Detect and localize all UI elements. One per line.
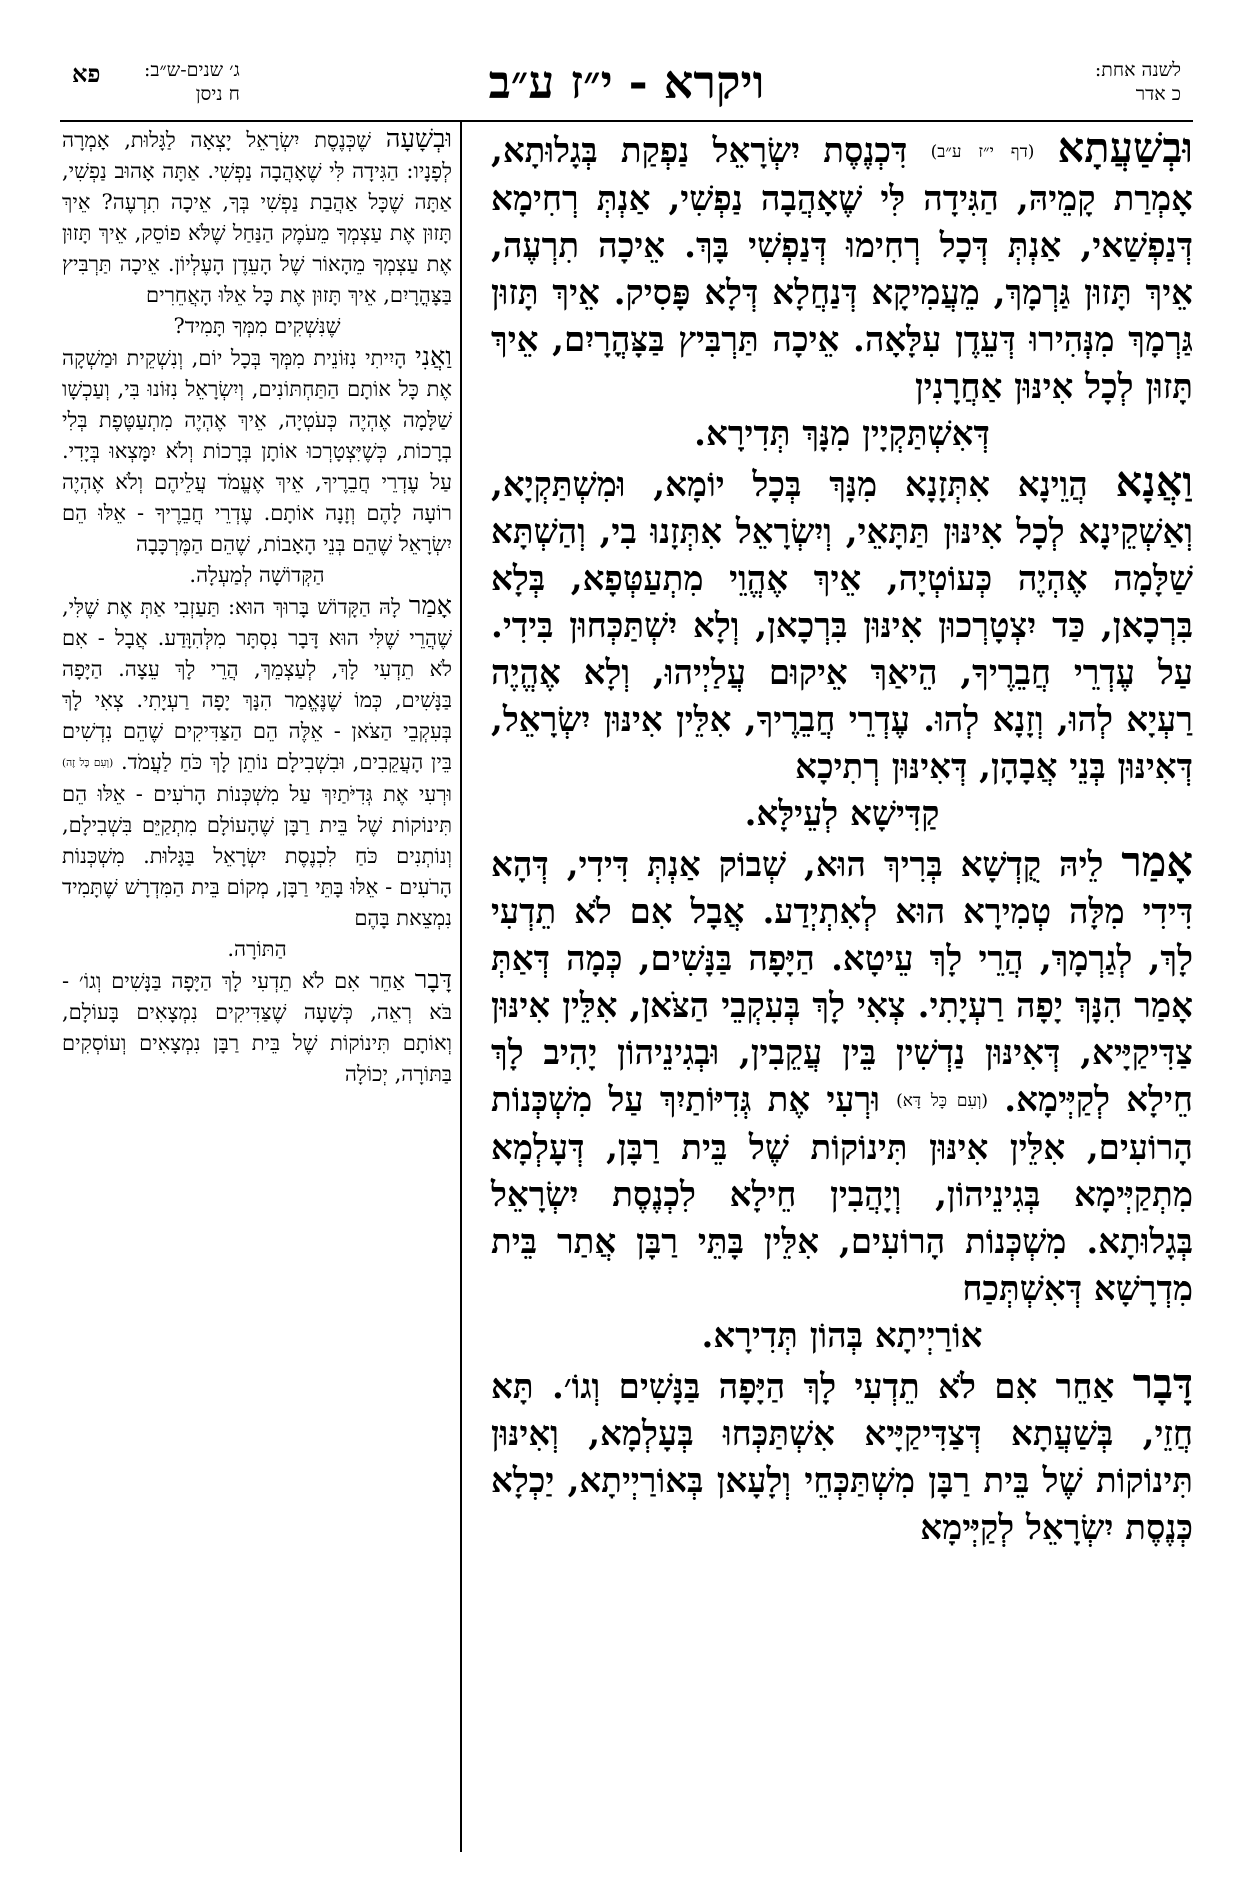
opening-word: וַאֲנִי — [415, 342, 452, 372]
hebrew-paragraph-1 — [62, 124, 452, 342]
paragraph-text: לֵיהּ קֻדְשָׁא בְּרִיךְ הוּא, שְׁבוֹק אַנְתְּ דִּידִי, דְּהָא דִּידִי מִלָּה טְמִירָא הוּא לְאִתְיְדַע. אֲבָל אִם לֹא תֵדְעִי לָךְ, לְגַרְמָךְ, הֲרֵי לָךְ עֵיטָא. הַיָּפָה בַּנָּשִׁים, כְּמָה דְּאַתְּ אָמַר הִנָּךְ יָפָה רַעְיָתִי. צְאִי לָךְ בְּעִקְבֵי הַצֹּאן, אִלֵּין אִינּוּן צַדִּיקַיָּיא, דְּאִינּוּן נַדְשִׁין בֵּין עֲקֵבִין, וּבְגִינֵיהוֹן יָהִיב לָךְ חֵילָא לְקַיְּימָא. — [491, 844, 1193, 1120]
schedule-date: ח ניסן — [195, 83, 240, 105]
paragraph-closing-line: דְּאִשְׁתַּקְיָין מִנָּךְ תְּדִירָא. — [694, 413, 990, 454]
paragraph-closing-line: שֶׁנִּשְׁקִים מִמְּךָ תָּמִיד? — [173, 314, 341, 338]
opening-word: וּבְשָׁעָה — [385, 124, 452, 154]
paragraph-closing-line: הַקְּדוֹשָׁה לְמַעְלָה. — [189, 563, 325, 587]
paragraph-text: הֲוֵינָא אִתְּזָנָא מִנָּךְ בְּכָל יוֹמָא, וּמִשְׁתַּקְיָא, וְאַשְׁקֵינָא לְכָל אִינּוּן תַּתָּאֵי, וְיִשְׂרָאֵל אִתְּזָנוּ בִי, וְהַשְׁתָּא שַׁלָּמָה אֶהְיֶה כְּעוֹטְיָה, אֵיךְ אֶהֱוֵי מִתְעַטְּפָא, בְּלָא בִּרְכָאן, כַּד יִצְטָרְכוּן אִינּוּן בִּרְכָאן, וְלָא יִשְׁתַּכְּחוּן בִּידִי. עַל עֶדְרֵי חֲבֵרֶיךָ, הֵיאַךְ אֵיקוּם עֲלַיְיהוּ, וְלָא אֶהֱיֶה רַעְיָא לְהוּ, וְזָנָא לְהוּ. עֶדְרֵי חֲבֵרֶיךָ, אִלֵּין אִינּוּן יִשְׂרָאֵל, דְּאִינּוּן בְּנֵי אֲבָהָן, דְּאִינּוּן רְתִיכָא — [491, 464, 1193, 787]
paragraph-text: וּרְעִי אֶת גְּדִיֹּתַיִךְ עַל מִשְׁכְּנוֹת הָרֹעִים - אֵלּוּ הֵם תִּינוֹקוֹת שֶׁל בֵּית רַבָּן שֶׁהָעוֹלָם מִתְקַיֵּם בִּשְׁבִילָם, וְנוֹתְנִים כֹּחַ לִכְנֶסֶת יִשְׂרָאֵל בַּגָּלוּת. מִשְׁכְּנוֹת הָרֹעִים - אֵלּוּ בָּתֵּי רַבָּן, מְקוֹם בֵּית הַמִּדְרָשׁ שֶׁתָּמִיד נִמְצֵאת בָּהֶם — [62, 781, 452, 930]
opening-word: דָּבָר — [1132, 1358, 1193, 1408]
paragraph-text: אַחֵר אִם לֹא תֵדְעִי לָךְ הַיָּפָה בַּנָּשִׁים וְגוֹ׳ - בֹּא רְאֵה, כְּשָׁעָה שֶׁצַּדִּיקִים נִמְצָאִים בָּעוֹלָם, וְאוֹתָם תִּינוֹקוֹת שֶׁל בֵּית רַבָּן נִמְצָאִים וְעוֹסְקִים בַּתּוֹרָה, יְכוֹלָה — [62, 968, 452, 1086]
schedule-label: ג׳ שנים-ש״ב: — [144, 59, 240, 81]
aramaic-paragraph-3 — [491, 838, 1193, 1360]
inline-note: (וְעִם כָּל דָּא) — [896, 1090, 989, 1111]
hebrew-column — [62, 124, 452, 1090]
schedule-date: כ אדר — [1135, 83, 1181, 105]
header-divider — [60, 120, 1193, 122]
page-header — [60, 52, 1193, 118]
folio-reference: (דף י״ז ע״ב) — [930, 141, 1035, 162]
paragraph-text: וּרְעִי אֶת גְּדִיּוֹתַיִךְ עַל מִשְׁכְּנוֹת הָרוֹעִים, אִלֵּין אִינּוּן תִּינוֹקוֹת שֶׁל בֵּית רַבָּן, דְּעָלְמָא מִתְקַיְּימָא בְּגִינֵיהוֹן, וְיָהֲבִין חֵילָא לִכְנֶסֶת יִשְׂרָאֵל בְּגָלוּתָא. מִשְׁכְּנוֹת הָרוֹעִים, אִלֵּין בָּתֵּי רַבָּן אֲתַר בֵּית מִדְרָשָׁא דְּאִשְׁתְּכַח — [491, 1079, 1193, 1309]
paragraph-text: לָהּ הַקָּדוֹשׁ בָּרוּךְ הוּא: תַּעַזְבִי אַתְּ אֶת שֶׁלִּי, שֶׁהֲרֵי שֶׁלִּי הוּא דָּבָר נִסְתָּר מִלְּהִוָּדַע. אֲבָל - אִם לֹא תֵדְעִי לָךְ, לְעַצְמֵךְ, הֲרֵי לָךְ עֵצָה. הַיָּפָה בַּנָּשִׁים, כְּמוֹ שֶׁנֶּאֱמַר הִנָּךְ יָפָה רַעְיָתִי. צְאִי לָךְ בְּעִקְבֵי הַצֹּאן - אֵלֶּה הֵם הַצַּדִּיקִים שֶׁהֵם נִדְשִׁים בֵּין הָעֲקֵבִים, וּבִשְׁבִילָם נוֹתֵן לָךְ כֹּחַ לַעֲמֹד. — [62, 595, 452, 774]
aramaic-paragraph-4 — [491, 1360, 1193, 1552]
opening-word: אָמַר — [1121, 836, 1193, 886]
page-title: ויקרא - י״ז ע״ב — [488, 55, 765, 109]
aramaic-paragraph-1 — [491, 124, 1193, 458]
paragraph-closing-line: הַתּוֹרָה. — [227, 936, 287, 961]
page-number: פא — [72, 59, 101, 88]
inline-note: (וְעִם כָּל זֶה) — [62, 756, 114, 769]
opening-word: וּבְשַׁעֲתָא — [1057, 123, 1193, 172]
opening-word: אָמַר — [408, 591, 452, 621]
paragraph-text: אַחֵר אִם לֹא תֵדְעִי לָךְ הַיָּפָה בַּנָּשִׁים וְגוֹ׳. תָּא חֲזֵי, בְּשַׁעֲתָא דְּצַדִּיקַיָּיא אִשְׁתַּכְּחוּ בְּעָלְמָא, וְאִינּוּן תִּינוֹקוֹת שֶׁל בֵּית רַבָּן מִשְׁתַּכְּחֵי וְלָעָאן בְּאוֹרַיְיתָא, יַכְלָא כְּנֶסֶת יִשְׂרָאֵל לְקַיְּימָא — [491, 1366, 1193, 1548]
opening-word: דָּבָר — [414, 964, 452, 995]
hebrew-paragraph-4 — [62, 965, 452, 1090]
paragraph-text: הָיִיתִי נִזּוֹנֵית מִמְּךָ בְּכָל יוֹם, וְנִשְׁקֵית וּמַשְׁקָה אֶת כָּל אוֹתָם הַתַּחְתּוֹנִים, וְיִשְׂרָאֵל נִזּוֹנוּ בִּי, וְעַכְשָׁו שַׁלָּמָה אֶהְיֶה כְּעֹטְיָה, אֵיךְ אֶהְיֶה מִתְעַטֶּפֶת בְּלִי בְרָכוֹת, כְּשֶׁיִּצְטָרְכוּ אוֹתָן בְּרָכוֹת וְלֹא יִמָּצְאוּ בְּיָדִי. עַל עֶדְרֵי חֲבֵרֶיךָ, אֵיךְ אֶעֱמֹד עֲלֵיהֶם וְלֹא אֶהְיֶה רוֹעָה לָהֶם וְזָנָה אוֹתָם. עֶדְרֵי חֲבֵרֶיךָ - אֵלּוּ הֵם יִשְׂרָאֵל שֶׁהֵם בְּנֵי הָאָבוֹת, שֶׁהֵם הַמֶּרְכָּבָה — [62, 346, 452, 556]
hebrew-paragraph-2 — [62, 342, 452, 591]
paragraph-text: שֶׁכְּנֶסֶת יִשְׂרָאֵל יָצְאָה לַגָּלוּת, אָמְרָה לְפָנָיו: הַגִּידָה לִּי שֶׁאָהֲבָה נַפְשִׁי. אַתָּה אָהוּב נַפְשִׁי, אַתָּה שֶׁכָּל אַהֲבַת נַפְשִׁי בְּךָ, אֵיכָה תִרְעֶה? אֵיךְ תָּזוּן אֶת עַצְמְךָ מֵעֹמֶק הַנַּחַל שֶׁלֹּא פוֹסֵק, אֵיךְ תָּזוּן אֶת עַצְמְךָ מֵהָאוֹר שֶׁל הָעֵדֶן הָעֶלְיוֹן. אֵיכָה תַּרְבִּיץ בַּצָּהֳרָיִם, אֵיךְ תָּזוּן אֶת כָּל אֵלּוּ הָאֲחֵרִים — [62, 128, 452, 307]
paragraph-text: דִּכְנֶסֶת יִשְׂרָאֵל נַפְקַת בְּגָלוּתָא, אָמְרַת קָמֵיהּ, הַגִּידָה לִּי שֶׁאָהֲבָה נַפְשִׁי, אַנְתְּ רְחִימָא דְּנַפְשַׁאי, אַנְתְּ דְּכָל רְחִימוּ דְּנַפְשִׁי בָּךְ. אֵיכָה תִרְעֶה, אֵיךְ תָּזוּן גַּרְמָךְ, מֵעֲמִיקָא דְּנַחֲלָא דְּלָא פָּסִיק. אֵיךְ תָּזוּן גַּרְמָךְ מִנְּהִירוּ דְּעֵדֶן עִלָּאָה. אֵיכָה תַּרְבִּיץ בַּצָּהֳרָיִם, אֵיךְ תָּזוּן לְכָל אִינּוּן אַחֲרָנִין — [491, 131, 1193, 407]
paragraph-closing-line: אוֹרַיְיתָא בְּהוֹן תְּדִירָא. — [701, 1315, 983, 1356]
column-divider — [460, 122, 462, 1852]
aramaic-paragraph-2 — [491, 458, 1193, 838]
schedule-label: לשנה אחת: — [1094, 59, 1181, 81]
opening-word: וַאֲנָא — [1115, 456, 1193, 506]
aramaic-column — [491, 124, 1193, 1552]
paragraph-closing-line: קַדִּישָׁא לְעֵילָּא. — [744, 793, 940, 834]
hebrew-paragraph-3 — [62, 591, 452, 965]
study-schedule-three-years — [144, 58, 240, 106]
